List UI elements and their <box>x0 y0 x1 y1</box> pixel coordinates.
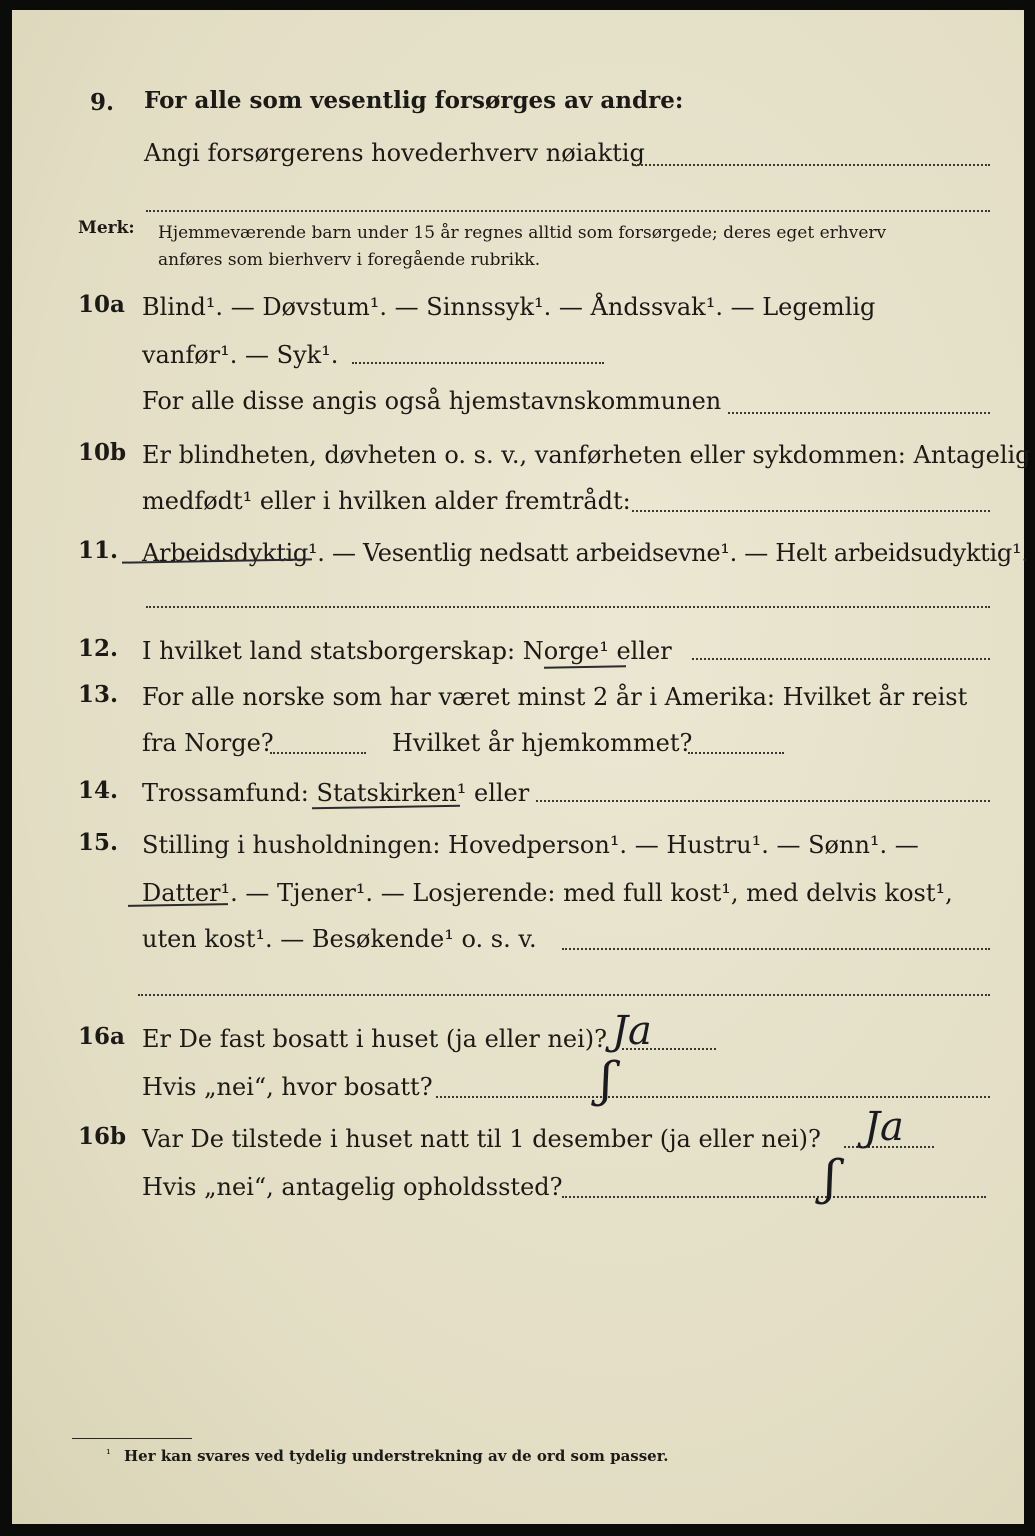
q12-answer-line[interactable] <box>692 658 990 660</box>
q9-line1: For alle som vesentlig forsørges av andre: <box>144 87 684 114</box>
q16b-handwritten-answer: Ja <box>864 1104 904 1150</box>
q16a-handwritten-answer: Ja <box>612 1008 652 1054</box>
q16b-line1: Var De tilstede i huset natt til 1 desember (ja eller nei)? <box>142 1125 821 1153</box>
q11-number: 11. <box>78 537 119 564</box>
q9-number: 9. <box>90 89 115 116</box>
q9-answer-line-2[interactable] <box>146 210 990 212</box>
q15-line2: Datter¹. — Tjener¹. — Losjerende: med full kost¹, med delvis kost¹, <box>142 879 953 907</box>
q13-reist-line[interactable] <box>270 752 366 754</box>
footnote-text: Her kan svares ved tydelig understrekning av de ord som passer. <box>124 1447 669 1465</box>
merk-label: Merk: <box>78 218 135 238</box>
q10b-number: 10b <box>78 439 127 466</box>
q16a-line1: Er De fast bosatt i huset (ja eller nei)? <box>142 1025 608 1053</box>
q10a-number: 10a <box>78 291 125 318</box>
q9-answer-line[interactable] <box>634 164 990 166</box>
census-form-page <box>12 10 1031 1524</box>
q10b-line1: Er blindheten, døvheten o. s. v., vanførheten eller sykdommen: Antagelig <box>142 441 1031 469</box>
q13-line2a: fra Norge? <box>142 729 274 757</box>
q10b-answer-line[interactable] <box>632 510 990 512</box>
q14-number: 14. <box>78 777 119 804</box>
footnote-mark: ¹ <box>106 1447 111 1461</box>
q13-line1: For alle norske som har været minst 2 år i Amerika: Hvilket år reist <box>142 683 968 711</box>
q10b-line2: medfødt¹ eller i hvilken alder fremtrådt: <box>142 487 631 515</box>
q16a-line2: Hvis „nei“, hvor bosatt? <box>142 1073 433 1101</box>
q10a-line2: vanfør¹. — Syk¹. <box>142 341 339 369</box>
q15-number: 15. <box>78 829 119 856</box>
q10a-line1: Blind¹. — Døvstum¹. — Sinnssyk¹. — Åndssvak¹. — Legemlig <box>142 293 876 321</box>
q10a-syk-line[interactable] <box>352 362 604 364</box>
q12-line1: I hvilket land statsborgerskap: Norge¹ eller <box>142 637 672 665</box>
q16b-line2: Hvis „nei“, antagelig opholdssted? <box>142 1173 563 1201</box>
q15-line3: uten kost¹. — Besøkende¹ o. s. v. <box>142 925 537 953</box>
q12-number: 12. <box>78 635 119 662</box>
q16b-ditto-mark: ʃ <box>824 1150 838 1206</box>
q13-hjemkommet-line[interactable] <box>688 752 784 754</box>
q10a-line3: For alle disse angis også hjemstavnskommunen <box>142 387 722 415</box>
q16a-bosatt-line[interactable] <box>436 1096 990 1098</box>
q14-answer-line[interactable] <box>536 800 990 802</box>
q14-line1: Trossamfund: Statskirken¹ eller <box>142 779 530 807</box>
q15-answer-line[interactable] <box>562 948 990 950</box>
footnote-rule <box>72 1438 192 1439</box>
q9-line2: Angi forsørgerens hovederhverv nøiaktig <box>144 139 645 167</box>
q15-answer-line-2[interactable] <box>138 994 990 996</box>
q10a-hjemstavn-line[interactable] <box>728 412 990 414</box>
merk-line2: anføres som bierhverv i foregående rubrikk. <box>158 250 541 270</box>
q13-number: 13. <box>78 681 119 708</box>
q16b-number: 16b <box>78 1123 127 1150</box>
q16a-number: 16a <box>78 1023 125 1050</box>
q16b-opholdssted-line[interactable] <box>562 1196 986 1198</box>
merk-line1: Hjemmeværende barn under 15 år regnes alltid som forsørgede; deres eget erhverv <box>158 223 887 243</box>
q15-line1: Stilling i husholdningen: Hovedperson¹. — Hustru¹. — Sønn¹. — <box>142 831 919 859</box>
q16a-ditto-mark: ʃ <box>600 1052 614 1108</box>
q11-answer-line[interactable] <box>146 606 990 608</box>
q12-underline-norge <box>544 665 626 668</box>
q11-line1: Arbeidsdyktig¹. — Vesentlig nedsatt arbeidsevne¹. — Helt arbeidsudyktig¹. <box>142 539 1029 567</box>
q13-line2b: Hvilket år hjemkommet? <box>392 729 693 757</box>
